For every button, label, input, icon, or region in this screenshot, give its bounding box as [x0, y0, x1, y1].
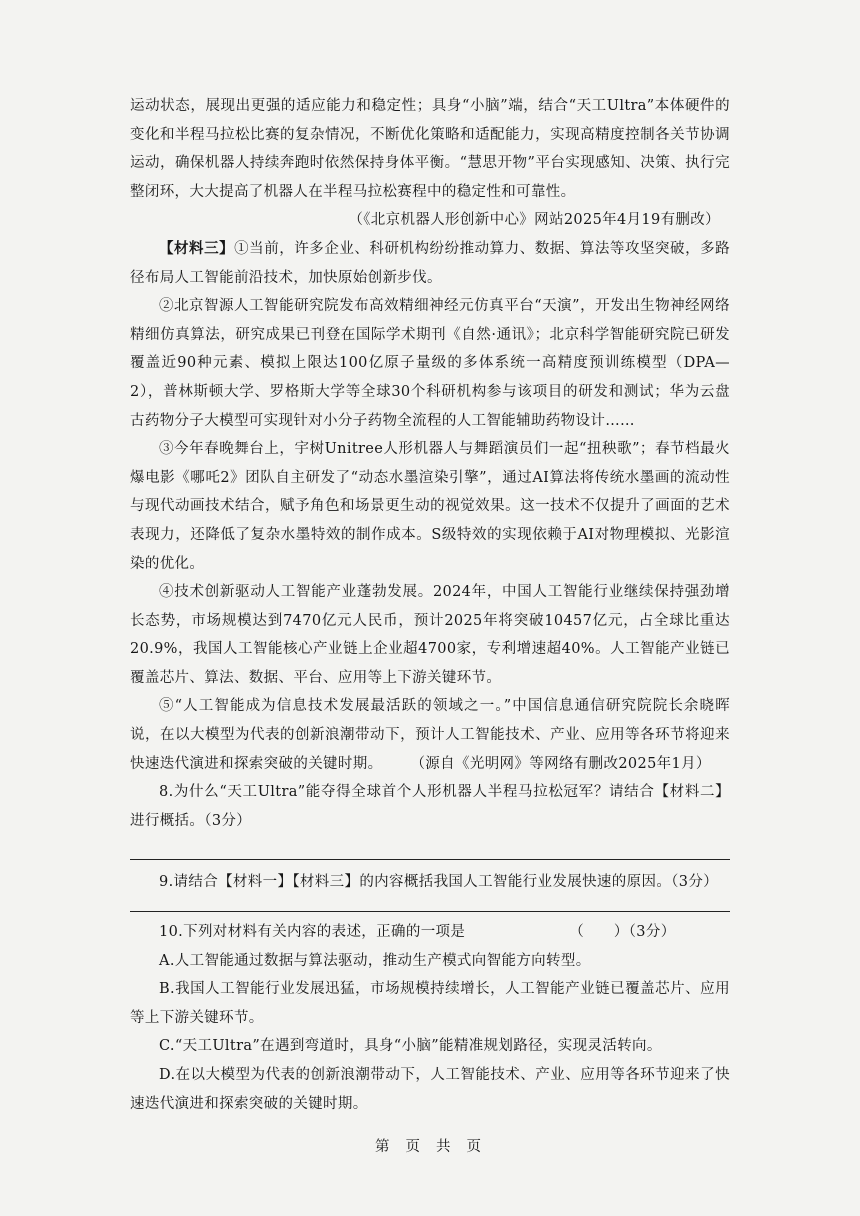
material3-paragraph-3: ③今年春晚舞台上，宇树Unitree人形机器人与舞蹈演员们一起“扭秧歌”；春节档最火爆电影《哪吒2》团队自主研发了“动态水墨渲染引擎”，通过AI算法将传统水墨画的流动性与现代动画技术结合，赋予角色和场景更生动的视觉效果。这一技术不仅提升了画面的艺术表现力，还降低了复杂水墨特效的制作成本。S级特效的实现依赖于AI对物理模拟、光影渲染的优化。 [130, 441, 730, 572]
material3-paragraph-1 [130, 235, 730, 292]
material3-paragraph-5 [130, 692, 730, 778]
material3-paragraph-4: ④技术创新驱动人工智能产业蓬勃发展。2024年，中国人工智能行业继续保持强劲增长态势，市场规模达到7470亿元人民币，预计2025年将突破10457亿元，占全球比重达20.9%，我国人工智能核心产业链上企业超4700家，专利增速超40%。人工智能产业链已覆盖芯片、算法、数据、平台、应用等上下游关键环节。 [130, 584, 730, 686]
footer-gong: 共 [436, 1139, 455, 1155]
footer-ye2: 页 [466, 1139, 485, 1155]
answer-line-q8[interactable] [130, 859, 730, 860]
page-content [130, 92, 730, 1118]
footer-di: 第 [375, 1139, 394, 1155]
question-10-stem: 10.下列对材料有关内容的表述，正确的一项是 [159, 924, 466, 941]
material2-tail-paragraph: 运动状态，展现出更强的适应能力和稳定性；具身“小脑”端，结合“天工Ultra”本体硬件的变化和半程马拉松比赛的复杂情况，不断优化策略和适配能力，实现高精度控制各关节协调运动，确保机器人持续奔跑时依然保持身体平衡。“慧思开物”平台实现感知、决策、执行完整闭环，大大提高了机器人在半程马拉松赛程中的稳定性和可靠性。 [130, 98, 730, 200]
page-footer [0, 1135, 860, 1156]
material3-p5-text: ⑤“人工智能成为信息技术发展最活跃的领域之一。”中国信息通信研究院院长余晓晖说，在以大模型为代表的创新浪潮带动下，预计人工智能技术、产业、应用等各环节将迎来快速迭代演进和探索突破的关键时期。 [130, 698, 730, 772]
material3-p1-text: ①当前，许多企业、科研机构纷纷推动算力、数据、算法等攻坚突破，多路径布局人工智能前沿技术，加快原始创新步伐。 [130, 240, 731, 286]
question-10 [130, 918, 730, 947]
material2-source: （《北京机器人形创新中心》网站2025年4月19有删改） [348, 212, 720, 229]
material3-tag: 【材料三】 [159, 239, 235, 257]
option-b: B.我国人工智能行业发展迅猛，市场规模持续增长，人工智能产业链已覆盖芯片、应用等上下游关键环节。 [130, 981, 730, 1026]
answer-line-q9[interactable] [130, 911, 730, 912]
material3-paragraph-2: ②北京智源人工智能研究院发布高效精细神经元仿真平台“天演”，开发出生物神经网络精细仿真算法，研究成果已刊登在国际学术期刊《自然·通讯》；北京科学智能研究院已研发覆盖近90种元素、模拟上限达100亿原子量级的多体系统一高精度预训练模型（DPA—2），普林斯顿大学、罗格斯大学等全球30个科研机构参与该项目的研发和测试；华为云盘古药物分子大模型可实现针对小分子药物全流程的人工智能辅助药物设计…… [130, 298, 730, 429]
option-c: C.“天工Ultra”在遇到弯道时，具身“小脑”能精准规划路径，实现灵活转向。 [159, 1038, 662, 1055]
material3-source: （源自《光明网》等网络有删改2025年1月） [410, 755, 711, 772]
option-a: A.人工智能通过数据与算法驱动，推动生产模式向智能方向转型。 [159, 952, 591, 969]
footer-ye: 页 [405, 1139, 424, 1155]
option-d: D.在以大模型为代表的创新浪潮带动下，人工智能技术、产业、应用等各环节迎来了快速迭代演进和探索突破的关键时期。 [130, 1067, 730, 1112]
question-8: 8.为什么“天工Ultra”能夺得全球首个人形机器人半程马拉松冠军？请结合【材料二】进行概括。（3分） [130, 784, 730, 829]
question-10-answer-blank[interactable]: （ ）（3分） [569, 924, 676, 941]
question-9: 9.请结合【材料一】【材料三】的内容概括我国人工智能行业发展快速的原因。（3分） [159, 874, 719, 891]
